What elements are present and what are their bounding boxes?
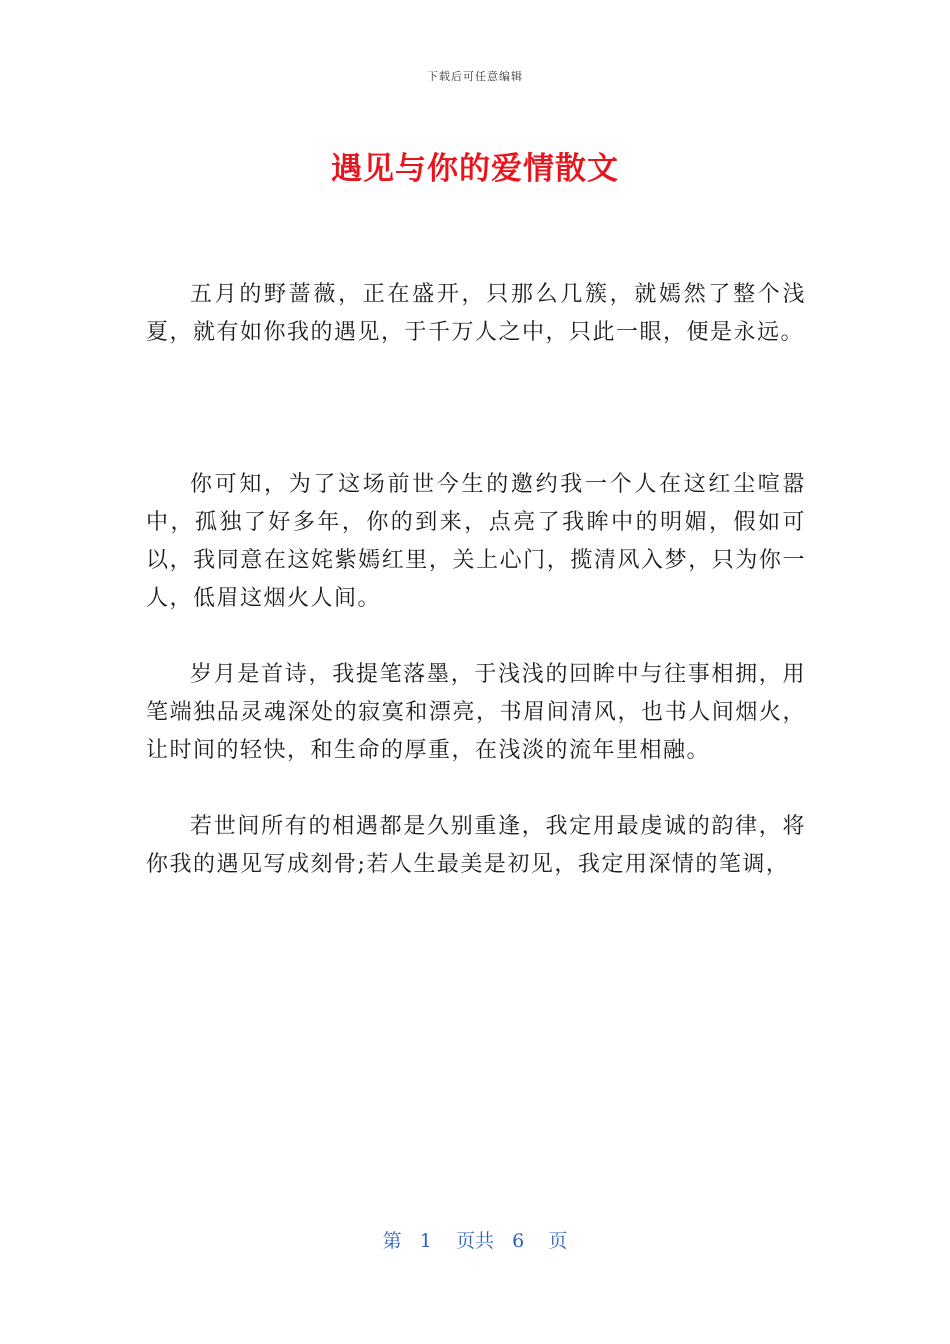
header-note: 下载后可任意编辑 bbox=[427, 70, 523, 83]
footer-prefix: 第 bbox=[382, 1230, 402, 1252]
document-body bbox=[146, 276, 806, 922]
paragraph-4: 若世间所有的相遇都是久别重逢，我定用最虔诚的韵律，将你我的遇见写成刻骨;若人生最美是初见，我定用深情的笔调， bbox=[146, 814, 806, 877]
footer-total-pages: 6 bbox=[512, 1230, 525, 1252]
footer-middle: 页共 bbox=[455, 1230, 494, 1252]
paragraph-3: 岁月是首诗，我提笔落墨，于浅浅的回眸中与往事相拥，用笔端独品灵魂深处的寂寞和漂亮，书眉间清风，也书人间烟火，让时间的轻快，和生命的厚重，在浅淡的流年里相融。 bbox=[146, 662, 806, 763]
footer-suffix: 页 bbox=[548, 1230, 568, 1252]
paragraph-2: 你可知，为了这场前世今生的邀约我一个人在这红尘喧嚣中，孤独了好多年，你的到来，点亮了我眸中的明媚，假如可以，我同意在这姹紫嫣红里，关上心门，揽清风入梦，只为你一人，低眉这烟火人间。 bbox=[146, 472, 806, 611]
footer-current-page: 1 bbox=[419, 1230, 432, 1252]
page-footer bbox=[0, 1226, 950, 1253]
document-title: 遇见与你的爱情散文 bbox=[331, 151, 619, 187]
paragraph-1: 五月的野蔷薇，正在盛开，只那么几簇，就嫣然了整个浅夏，就有如你我的遇见，于千万人之中，只此一眼，便是永远。 bbox=[146, 282, 806, 345]
